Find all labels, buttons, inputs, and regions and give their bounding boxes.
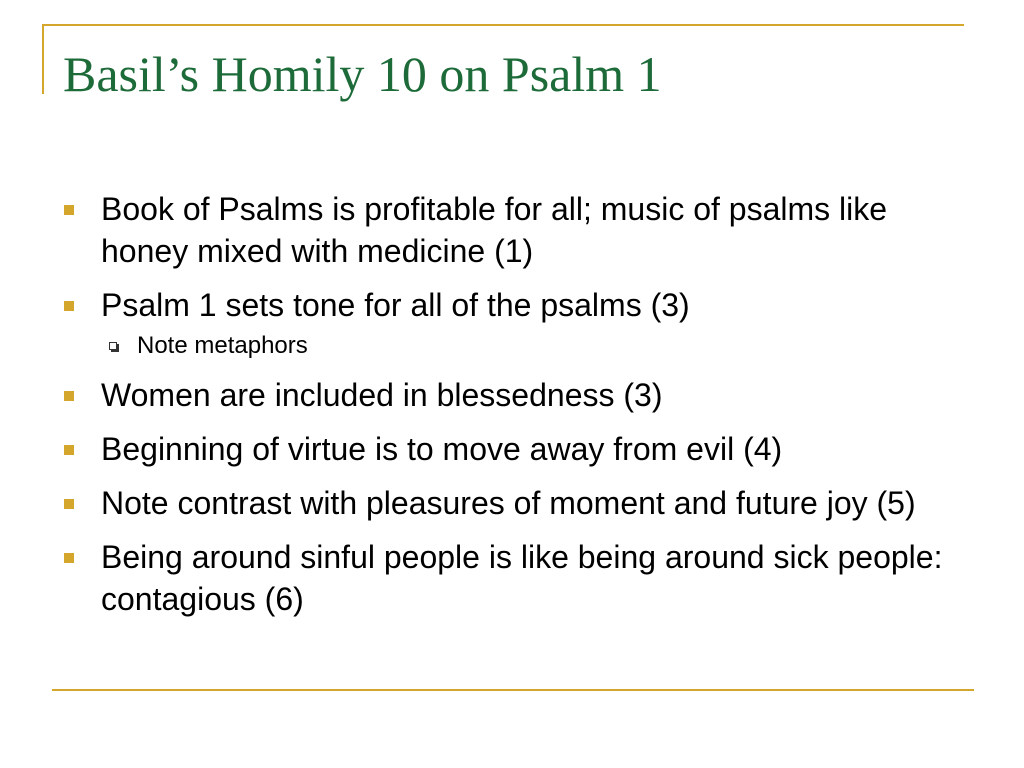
top-rule	[42, 24, 964, 26]
bullet-item	[64, 428, 964, 470]
sub-bullet-text: Note metaphors	[137, 332, 308, 359]
square-bullet-icon	[64, 301, 74, 311]
bullet-text: Being around sinful people is like being around sick people: contagious (6)	[101, 539, 943, 617]
bullet-item	[64, 374, 964, 416]
square-bullet-icon	[64, 499, 74, 509]
sub-bullet-item	[64, 330, 964, 362]
bullet-item	[64, 284, 964, 326]
square-bullet-icon	[64, 445, 74, 455]
bullet-text: Beginning of virtue is to move away from evil (4)	[101, 431, 783, 467]
bullet-text: Note contrast with pleasures of moment and future joy (5)	[101, 485, 916, 521]
hollow-square-bullet-icon	[109, 342, 117, 350]
square-bullet-icon	[64, 391, 74, 401]
bullet-list	[64, 188, 964, 632]
square-bullet-icon	[64, 205, 74, 215]
bullet-text: Psalm 1 sets tone for all of the psalms (3)	[101, 287, 690, 323]
bullet-item	[64, 188, 964, 272]
bullet-text: Book of Psalms is profitable for all; music of psalms like honey mixed with medicine (1)	[101, 191, 888, 269]
bottom-rule	[52, 689, 974, 691]
square-bullet-icon	[64, 553, 74, 563]
left-rule	[42, 24, 44, 94]
bullet-text: Women are included in blessedness (3)	[101, 377, 663, 413]
slide-title: Basil’s Homily 10 on Psalm 1	[63, 46, 662, 102]
bullet-item	[64, 536, 964, 620]
bullet-item	[64, 482, 964, 524]
